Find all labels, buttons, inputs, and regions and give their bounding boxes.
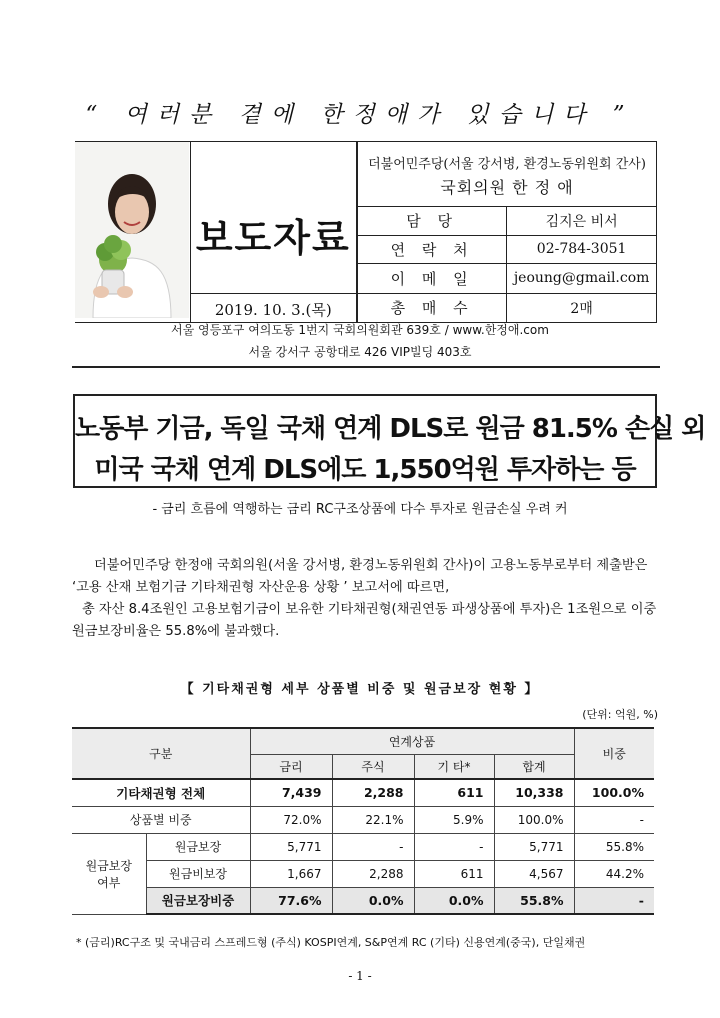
header-col: 합계 bbox=[494, 754, 574, 779]
photo-cell bbox=[75, 142, 190, 323]
contact-label: 총 매 수 bbox=[357, 293, 507, 323]
cell: 100.0% bbox=[494, 806, 574, 833]
headline-line-1: 노동부 기금, 독일 국채 연계 DLS로 원금 81.5% 손실 외 bbox=[75, 414, 706, 444]
table-row bbox=[72, 887, 654, 914]
header-col: 기 타* bbox=[414, 754, 494, 779]
doc-title: 보도자료 bbox=[195, 215, 351, 260]
header-ratio: 비중 bbox=[574, 728, 654, 779]
subheadline: - 금리 흐름에 역행하는 금리 RC구조상품에 다수 투자로 원금손실 우려 커 bbox=[152, 502, 568, 517]
address-line-2: 서울 강서구 공항대로 426 VIP빌딩 403호 bbox=[248, 345, 472, 359]
cell: 611 bbox=[414, 860, 494, 887]
row-label: 원금비보장 bbox=[146, 860, 250, 887]
contact-label: 담 당 bbox=[357, 207, 507, 235]
cell: 77.6% bbox=[250, 887, 332, 914]
cell: - bbox=[574, 806, 654, 833]
header-category: 구분 bbox=[72, 728, 250, 779]
holdings-table bbox=[72, 727, 654, 915]
cell: 2,288 bbox=[332, 779, 414, 806]
body-paragraph-2: 총 자산 8.4조원인 고용보험기금이 보유한 기타채권형(채권연동 파생상품에 투자)은 1조원으로 이중 원금보장비율은 55.8%에 불과했다. bbox=[72, 602, 657, 639]
cell: 7,439 bbox=[250, 779, 332, 806]
press-header bbox=[75, 141, 657, 323]
contact-label: 이 메 일 bbox=[357, 264, 507, 293]
cell: 22.1% bbox=[332, 806, 414, 833]
cell: 5.9% bbox=[414, 806, 494, 833]
row-label: 원금보장비중 bbox=[146, 887, 250, 914]
cell: - bbox=[414, 833, 494, 860]
cell: 2,288 bbox=[332, 860, 414, 887]
contact-label: 연 락 처 bbox=[357, 235, 507, 263]
table-row bbox=[72, 860, 654, 887]
table-title: 【 기타채권형 세부 상품별 비중 및 원금보장 현황 】 bbox=[180, 682, 540, 697]
page-number: - 1 - bbox=[348, 969, 372, 983]
row-label: 원금보장 bbox=[146, 833, 250, 860]
body-paragraph-1: 더불어민주당 한정애 국회의원(서울 강서병, 환경노동위원회 간사)이 고용노동부로부터 제출받은 ‘고용 산재 보험기금 기타채권형 자산운용 상황 ’ 보고서에 따르면, bbox=[72, 558, 648, 595]
row-label: 기타채권형 전체 bbox=[72, 779, 250, 806]
member-name: 국회의원 한 정 애 bbox=[440, 178, 574, 198]
table-unit: (단위: 억원, %) bbox=[582, 708, 658, 721]
headline-box bbox=[73, 394, 706, 488]
cell: - bbox=[332, 833, 414, 860]
party-affiliation: 더불어민주당(서울 강서병, 환경노동위원회 간사) bbox=[368, 157, 646, 173]
group-label: 원금보장 여부 bbox=[72, 833, 146, 914]
row-label: 상품별 비중 bbox=[72, 806, 250, 833]
header-col: 주식 bbox=[332, 754, 414, 779]
cell: 0.0% bbox=[332, 887, 414, 914]
title-cell bbox=[190, 142, 357, 294]
cell: 55.8% bbox=[494, 887, 574, 914]
cell: 0.0% bbox=[414, 887, 494, 914]
cell: 100.0% bbox=[574, 779, 654, 806]
footnote: * (금리)RC구조 및 국내금리 스프레드형 (주식) KOSPI연계, S&P연계 RC (기타) 신용연계(중국), 단일채권 bbox=[76, 936, 586, 949]
member-photo bbox=[75, 142, 189, 318]
divider bbox=[72, 366, 660, 368]
cell: 55.8% bbox=[574, 833, 654, 860]
cell: 5,771 bbox=[494, 833, 574, 860]
contact-value: 2매 bbox=[507, 293, 657, 323]
slogan: “ 여러분 곁에 한정애가 있습니다 ” bbox=[85, 102, 635, 128]
headline-line-2: 미국 국채 연계 DLS에도 1,550억원 투자하는 등 bbox=[94, 455, 636, 485]
table-row bbox=[72, 833, 654, 860]
cell: 44.2% bbox=[574, 860, 654, 887]
cell: - bbox=[574, 887, 654, 914]
cell: 72.0% bbox=[250, 806, 332, 833]
address-line-1: 서울 영등포구 여의도동 1번지 국회의원회관 639호 / www.한정애.com bbox=[171, 323, 549, 337]
header-linked-products: 연계상품 bbox=[250, 728, 574, 754]
table-row bbox=[72, 779, 654, 806]
date-cell bbox=[190, 293, 357, 323]
member-cell bbox=[357, 142, 657, 207]
email-value[interactable]: jeoung@gmail.com bbox=[507, 264, 657, 293]
cell: 5,771 bbox=[250, 833, 332, 860]
contact-value: 02-784-3051 bbox=[507, 235, 657, 263]
cell: 4,567 bbox=[494, 860, 574, 887]
cell: 611 bbox=[414, 779, 494, 806]
cell: 1,667 bbox=[250, 860, 332, 887]
release-date: 2019. 10. 3.(목) bbox=[214, 301, 332, 320]
header-col: 금리 bbox=[250, 754, 332, 779]
contact-value: 김지은 비서 bbox=[507, 207, 657, 235]
cell: 10,338 bbox=[494, 779, 574, 806]
table-row bbox=[72, 806, 654, 833]
